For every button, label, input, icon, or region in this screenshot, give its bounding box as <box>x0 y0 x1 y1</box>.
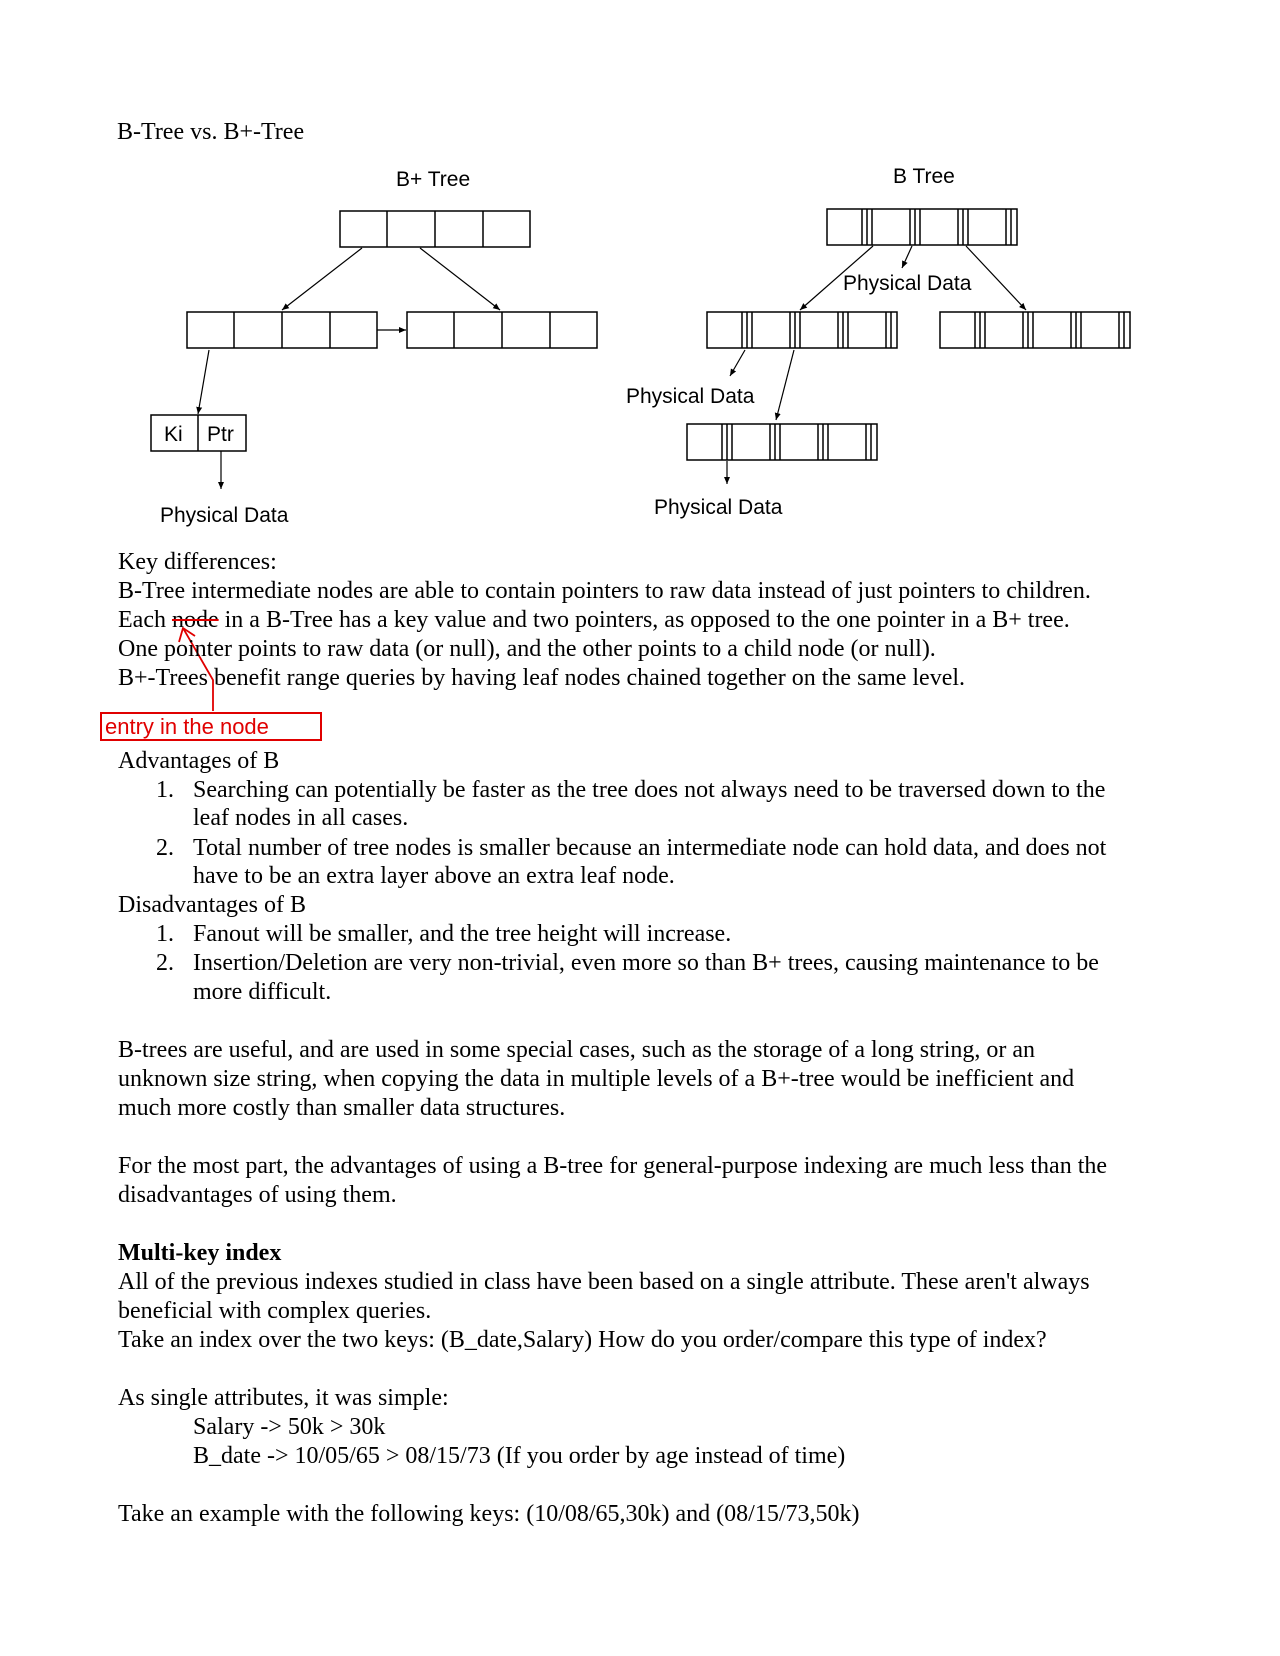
useful-para-line-1: B-trees are useful, and are used in some special cases, such as the storage of a long string, or an <box>118 1037 1036 1063</box>
advantages-item-2-line-2: have to be an extra layer above an extra leaf node. <box>193 863 675 889</box>
bplus-tree-label: B+ Tree <box>396 168 471 191</box>
annotation-box: entry in the node <box>100 712 322 741</box>
advantages-item-1-line-2: leaf nodes in all cases. <box>193 805 409 831</box>
example-line: Take an example with the following keys: (10/08/65,30k) and (08/15/73,50k) <box>118 1501 860 1527</box>
key-diff-line-1: B-Tree intermediate nodes are able to contain pointers to raw data instead of just pointers to children. <box>118 578 1091 604</box>
single-attr-intro: As single attributes, it was simple: <box>118 1385 449 1411</box>
multikey-line-3: Take an index over the two keys: (B_date,Salary) How do you order/compare this type of index? <box>118 1327 1047 1353</box>
advantages-num-1: 1. <box>156 777 174 803</box>
multikey-line-1: All of the previous indexes studied in class have been based on a single attribute. These aren't always <box>118 1269 1090 1295</box>
btree-physical-data-label-3: Physical Data <box>654 496 783 519</box>
disadvantages-item-1-line-1: Fanout will be smaller, and the tree height will increase. <box>193 921 732 947</box>
multikey-heading: Multi-key index <box>118 1240 282 1266</box>
disadvantages-heading: Disadvantages of B <box>118 892 306 918</box>
bplus-physical-data-label: Physical Data <box>160 504 289 527</box>
key-diff-line-4: B+-Trees benefit range queries by having leaf nodes chained together on the same level. <box>118 665 966 691</box>
single-attr-bdate: B_date -> 10/05/65 > 08/15/73 (If you order by age instead of time) <box>193 1443 846 1469</box>
advantages-heading: Advantages of B <box>118 748 280 774</box>
disadvantages-num-1: 1. <box>156 921 174 947</box>
disadvantages-item-2-line-2: more difficult. <box>193 979 332 1005</box>
advantages-num-2: 2. <box>156 835 174 861</box>
disadvantages-item-2-line-1: Insertion/Deletion are very non-trivial, even more so than B+ trees, causing maintenance to be <box>193 950 1099 976</box>
btree-label: B Tree <box>893 165 955 188</box>
mostpart-para-line-1: For the most part, the advantages of using a B-tree for general-purpose indexing are much less than the <box>118 1153 1108 1179</box>
advantages-item-2-line-1: Total number of tree nodes is smaller because an intermediate node can hold data, and does not <box>193 835 1107 861</box>
useful-para-line-2: unknown size string, when copying the data in multiple levels of a B+-tree would be inefficient and <box>118 1066 1075 1092</box>
useful-para-line-3: much more costly than smaller data structures. <box>118 1095 566 1121</box>
advantages-item-1-line-1: Searching can potentially be faster as the tree does not always need to be traversed down to the <box>193 777 1106 803</box>
btree-physical-data-label-2: Physical Data <box>626 385 755 408</box>
mostpart-para-line-2: disadvantages of using them. <box>118 1182 397 1208</box>
key-differences-heading: Key differences: <box>118 549 277 575</box>
key-diff-line-2-pre: Each <box>118 607 172 633</box>
key-diff-line-2-post: in a B-Tree has a key value and two pointers, as opposed to the one pointer in a B+ tree. <box>218 607 1070 633</box>
struck-word: node <box>171 607 219 633</box>
key-diff-line-3: One pointer points to raw data (or null), and the other points to a child node (or null). <box>118 636 936 662</box>
single-attr-salary: Salary -> 50k > 30k <box>193 1414 386 1440</box>
multikey-line-2: beneficial with complex queries. <box>118 1298 432 1324</box>
disadvantages-num-2: 2. <box>156 950 174 976</box>
key-diff-line-2 <box>118 606 1070 635</box>
btree-physical-data-label-1: Physical Data <box>843 272 972 295</box>
document-title: B-Tree vs. B+-Tree <box>117 119 305 145</box>
ptr-label: Ptr <box>207 423 234 446</box>
ki-label: Ki <box>164 423 183 446</box>
